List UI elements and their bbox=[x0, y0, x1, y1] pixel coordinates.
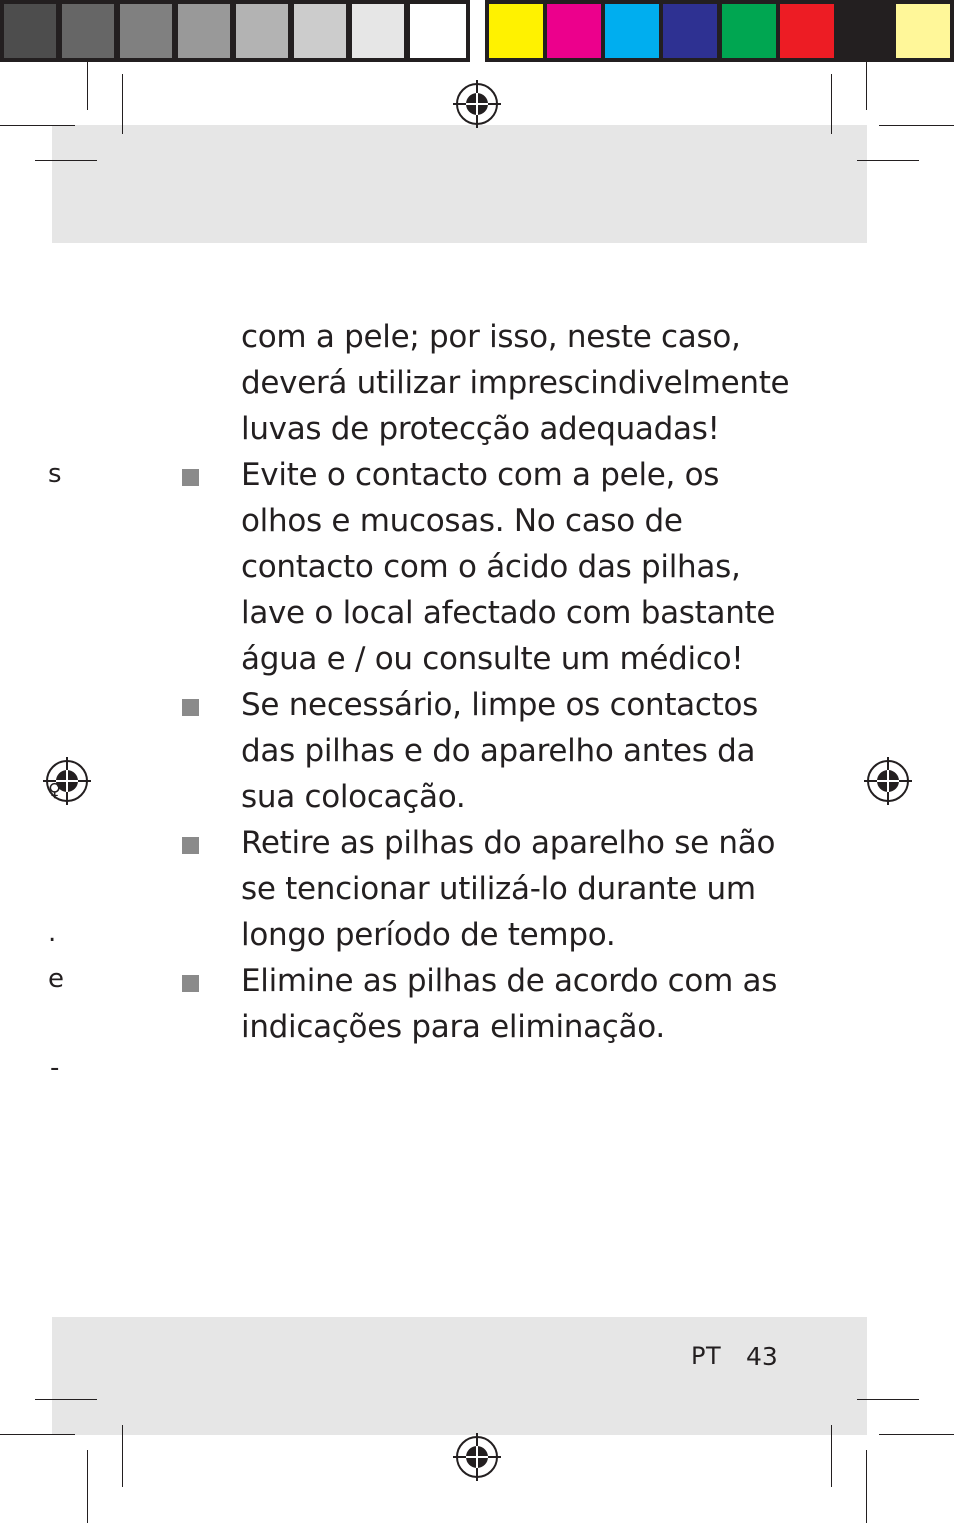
crop-mark bbox=[879, 125, 954, 126]
square-bullet-icon bbox=[182, 469, 199, 486]
magenta-swatch bbox=[547, 4, 601, 58]
square-bullet-icon bbox=[182, 975, 199, 992]
grayscale-calibration-bar bbox=[0, 0, 470, 62]
gray-swatch bbox=[62, 4, 114, 58]
continuation-paragraph: com a pele; por isso, neste caso, deverá utilizar imprescindivelmente luvas de protecção adequadas! bbox=[241, 319, 790, 447]
gray-swatch bbox=[178, 4, 230, 58]
black-swatch bbox=[838, 4, 892, 58]
edge-fragment: e bbox=[48, 964, 64, 994]
light-yellow-swatch bbox=[896, 4, 950, 58]
list-item bbox=[241, 820, 801, 958]
battery-safety-text bbox=[241, 314, 801, 1050]
gray-swatch bbox=[410, 4, 466, 58]
page-number: 43 bbox=[746, 1342, 778, 1371]
list-item bbox=[241, 452, 801, 682]
square-bullet-icon bbox=[182, 699, 199, 716]
green-swatch bbox=[722, 4, 776, 58]
crop-mark bbox=[857, 1399, 919, 1400]
crop-mark bbox=[122, 74, 123, 134]
crop-mark bbox=[866, 1450, 867, 1523]
list-item-text: Elimine as pilhas de acordo com as indicações para eliminação. bbox=[241, 963, 778, 1045]
crop-mark bbox=[87, 1450, 88, 1523]
list-item bbox=[241, 958, 801, 1050]
crop-mark bbox=[0, 125, 75, 126]
cyan-swatch bbox=[605, 4, 659, 58]
list-item-text: Se necessário, limpe os contactos das pilhas e do aparelho antes da sua colocação. bbox=[241, 687, 758, 815]
registration-mark-icon bbox=[864, 757, 912, 805]
gray-swatch bbox=[4, 4, 56, 58]
registration-mark-icon bbox=[453, 1433, 501, 1481]
color-calibration-bar bbox=[485, 0, 954, 62]
language-code: PT bbox=[691, 1342, 722, 1370]
crop-mark bbox=[857, 160, 919, 161]
crop-mark bbox=[122, 1425, 123, 1487]
list-item bbox=[241, 682, 801, 820]
crop-mark bbox=[0, 1434, 75, 1435]
registration-mark-icon bbox=[453, 80, 501, 128]
crop-mark bbox=[35, 1399, 97, 1400]
edge-fragment: . bbox=[48, 918, 57, 948]
crop-mark bbox=[87, 62, 88, 110]
crop-mark bbox=[831, 1425, 832, 1487]
edge-fragment: s bbox=[48, 459, 62, 489]
gray-swatch bbox=[352, 4, 404, 58]
crop-mark bbox=[831, 74, 832, 134]
crop-mark bbox=[35, 160, 97, 161]
list-item-text: Evite o contacto com a pele, os olhos e mucosas. No caso de contacto com o ácido das pilhas, lave o local afectado com bastante água e / ou consulte um médico! bbox=[241, 457, 776, 677]
gray-swatch bbox=[120, 4, 172, 58]
yellow-swatch bbox=[489, 4, 543, 58]
gray-swatch bbox=[294, 4, 346, 58]
footer-band bbox=[52, 1317, 867, 1435]
edge-fragment: ♀ bbox=[48, 780, 62, 801]
crop-mark bbox=[866, 62, 867, 110]
list-item-text: Retire as pilhas do aparelho se não se tencionar utilizá-lo durante um longo período de tempo. bbox=[241, 825, 776, 953]
gray-swatch bbox=[236, 4, 288, 58]
red-swatch bbox=[780, 4, 834, 58]
header-band bbox=[52, 125, 867, 243]
edge-fragment: - bbox=[50, 1053, 60, 1083]
blue-swatch bbox=[663, 4, 717, 58]
square-bullet-icon bbox=[182, 837, 199, 854]
crop-mark bbox=[879, 1434, 954, 1435]
